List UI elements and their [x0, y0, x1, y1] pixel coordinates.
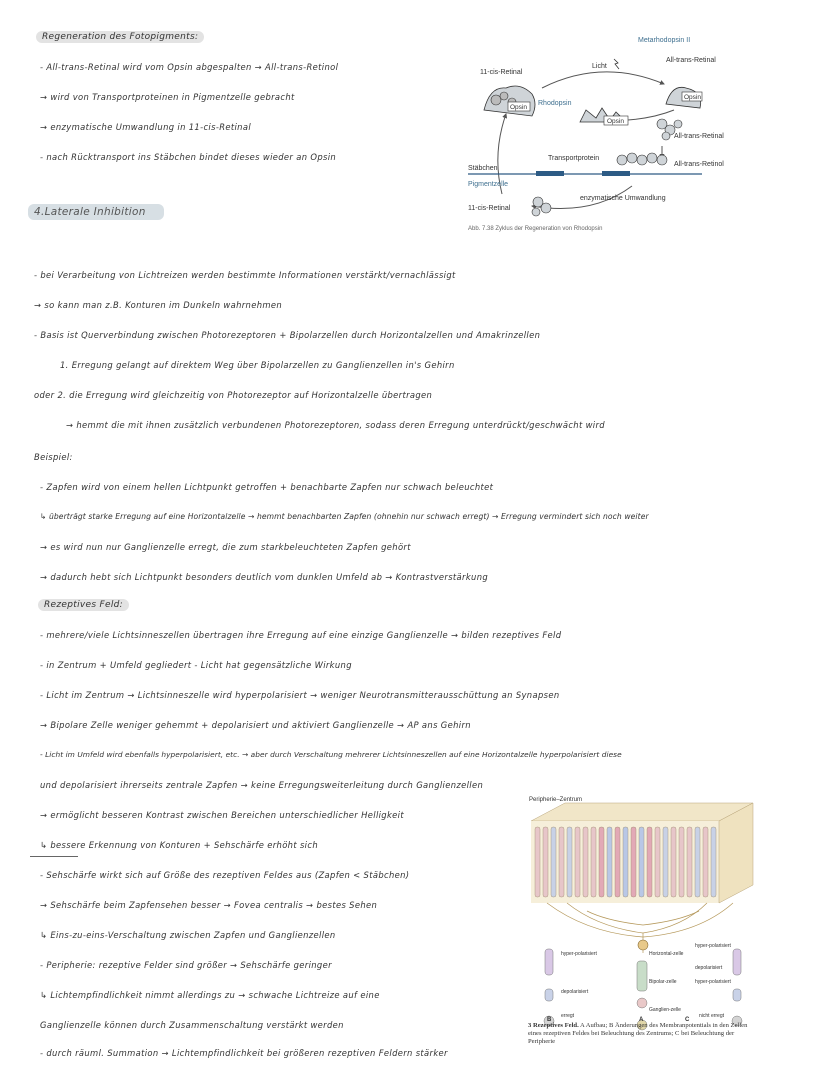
fig2-label-hyper-left: hyper-polarisiert	[561, 951, 597, 957]
fig1-label-opsin2: Opsin	[607, 118, 624, 125]
receptive-line: - Sehschärfe wirkt sich auf Größe des rezeptiven Feldes aus (Zapfen < Stäbchen)	[40, 870, 410, 880]
fig2-panel-a: A	[639, 1017, 644, 1023]
fig2-label-ganglienzelle: Ganglien-zelle	[649, 1007, 681, 1013]
inhibition-line: Beispiel:	[34, 452, 73, 462]
receptive-line: - in Zentrum + Umfeld gegliedert - Licht hat gegensätzliche Wirkung	[40, 660, 352, 670]
regeneration-heading	[36, 32, 204, 42]
light-icon	[614, 59, 619, 69]
regeneration-line: - All-trans-Retinal wird vom Opsin abgespalten → All-trans-Retinol	[40, 62, 339, 72]
photoreceptor-cell	[551, 827, 556, 897]
inhibition-line: → es wird nun nur Ganglienzelle erregt, die zum starkbeleuchteten Zapfen gehört	[40, 542, 411, 552]
fig2-panel-c: C	[685, 1017, 690, 1023]
fig2-label-horizontalzelle: Horizontal-zelle	[649, 951, 684, 957]
fig2-label-hyper-right: hyper-polarisiert	[695, 943, 731, 949]
photoreceptor-cell	[711, 827, 716, 897]
photoreceptor-cell	[575, 827, 580, 897]
photoreceptor-cell	[639, 827, 644, 897]
fig1-label-opsin3: Opsin	[684, 94, 701, 101]
fig1-caption-fragment: Abb. 7.38 Zyklus der Regeneration von Rhodopsin	[468, 226, 603, 232]
fig1-label-staebchen: Stäbchen	[468, 165, 498, 172]
inhibition-line: → hemmt die mit ihnen zusätzlich verbundenen Photorezeptoren, sodass deren Erregung unterdrückt/geschwächt wird	[66, 420, 605, 430]
fig1-label-cis-bottom: 11-cis-Retinal	[468, 205, 511, 212]
fig2-label-hyper-right2: hyper-polarisiert	[695, 979, 731, 985]
receptive-heading	[38, 600, 129, 610]
photoreceptor-cell	[663, 827, 668, 897]
photoreceptor-cell	[631, 827, 636, 897]
photoreceptor-cell	[703, 827, 708, 897]
fig1-label-alltrans-retinol: All-trans-Retinol	[674, 161, 724, 168]
photoreceptor-cell	[567, 827, 572, 897]
photoreceptor-cell	[559, 827, 564, 897]
receptive-line: - Licht im Umfeld wird ebenfalls hyperpolarisiert, etc. → aber durch Verschaltung mehrerer Lichtsinneszellen auf eine Horizontalzelle hyperpolarisiert diese	[40, 750, 622, 759]
fig1-label-enzymatische: enzymatische Umwandlung	[580, 195, 666, 202]
inhibition-line: - Zapfen wird von einem hellen Lichtpunkt getroffen + benachbarte Zapfen nur schwach beleuchtet	[40, 482, 494, 492]
photoreceptor-cell	[655, 827, 660, 897]
inhibition-line: 1. Erregung gelangt auf direktem Weg über Bipolarzellen zu Ganglienzellen in's Gehirn	[60, 360, 455, 370]
photoreceptor-cell	[615, 827, 620, 897]
fig2-label-nicht-erregt: nicht erregt	[699, 1013, 725, 1019]
fig1-label-opsin1: Opsin	[510, 104, 527, 111]
inhibition-line: ↳ überträgt starke Erregung auf eine Horizontalzelle → hemmt benachbarten Zapfen (ohnehin nur schwach erregt) → Erregung vermindert sich noch weiter	[40, 512, 649, 521]
photoreceptor-cell	[687, 827, 692, 897]
inhibition-line: → so kann man z.B. Konturen im Dunkeln wahrnehmen	[34, 300, 283, 310]
figure2-caption-bold: 3 Rezeptives Feld.	[528, 1022, 579, 1029]
fig2-label-erregt: erregt	[561, 1013, 575, 1019]
fig1-label-pigmentzelle: Pigmentzelle	[468, 181, 509, 188]
transport-protein	[617, 153, 667, 165]
photoreceptor-cell	[599, 827, 604, 897]
inhibition-line: → dadurch hebt sich Lichtpunkt besonders deutlich vom dunklen Umfeld ab → Kontrastverstärkung	[40, 572, 489, 582]
inhibition-line: oder 2. die Erregung wird gleichzeitig von Photorezeptor auf Horizontalzelle übertragen	[34, 390, 433, 400]
inhibition-heading	[28, 206, 164, 218]
photoreceptor-cell	[679, 827, 684, 897]
photoreceptor-cell	[647, 827, 652, 897]
figure2-caption-text: A Aufbau; B Änderungen des Membranpotentials in den Zellen eines rezeptiven Feldes bei Beleuchtung des Zentrums; C bei Beleuchtung der Peripherie	[528, 1022, 748, 1046]
inhibition-line: - Basis ist Querverbindung zwischen Photorezeptoren + Bipolarzellen durch Horizontalzellen und Amakrinzellen	[34, 330, 541, 340]
receptive-line: - Licht im Zentrum → Lichtsinneszelle wird hyperpolarisiert → weniger Neurotransmitterausschüttung an Synapsen	[40, 690, 560, 700]
photoreceptor-cell	[591, 827, 596, 897]
fig2-label-peripherie: Peripherie–Zentrum	[529, 797, 583, 803]
fig2-panel-b: B	[547, 1017, 552, 1023]
inhibition-line: - bei Verarbeitung von Lichtreizen werden bestimmte Informationen verstärkt/vernachlässigt	[34, 270, 456, 280]
fig1-label-licht: Licht	[592, 63, 607, 70]
fig1-label-metarhodopsin: Metarhodopsin II	[638, 37, 691, 44]
divider	[30, 856, 78, 857]
receptive-line: und depolarisiert ihrerseits zentrale Zapfen → keine Erregungsweiterleitung durch Ganglienzellen	[40, 780, 484, 790]
receptive-line: → ermöglicht besseren Kontrast zwischen Bereichen unterschiedlicher Helligkeit	[40, 810, 404, 820]
receptive-line: - durch räuml. Summation → Lichtempfindlichkeit bei größeren rezeptiven Feldern stärker	[40, 1048, 448, 1058]
photoreceptor-cell	[583, 827, 588, 897]
receptive-line: ↳ bessere Erkennung von Konturen + Sehschärfe erhöht sich	[40, 840, 318, 850]
fig1-label-cis-top: 11-cis-Retinal	[480, 69, 523, 76]
inhibition-title: 4.Laterale Inhibition	[28, 204, 164, 220]
regeneration-title: Regeneration des Fotopigments:	[36, 31, 204, 43]
receptive-line: Ganglienzelle können durch Zusammenschaltung verstärkt werden	[40, 1020, 344, 1030]
regeneration-line: → wird von Transportproteinen in Pigmentzelle gebracht	[40, 92, 295, 102]
receptive-title: Rezeptives Feld:	[38, 599, 129, 611]
photoreceptor-cell	[671, 827, 676, 897]
receptive-line: ↳ Lichtempfindlichkeit nimmt allerdings zu → schwache Lichtreize auf eine	[40, 990, 380, 1000]
photoreceptor-cell	[695, 827, 700, 897]
receptive-line: - Peripherie: rezeptive Felder sind größer → Sehschärfe geringer	[40, 960, 332, 970]
photoreceptor-cell	[607, 827, 612, 897]
photoreceptor-cell	[535, 827, 540, 897]
ganglion-cell-main	[638, 940, 648, 950]
figure2-caption	[528, 1022, 760, 1047]
receptive-line: → Sehschärfe beim Zapfensehen besser → Fovea centralis → bestes Sehen	[40, 900, 378, 910]
fig1-label-transportprotein: Transportprotein	[548, 155, 600, 162]
regeneration-line: → enzymatische Umwandlung in 11-cis-Retinal	[40, 122, 251, 132]
photoreceptor-cell	[543, 827, 548, 897]
photoreceptor-cell	[623, 827, 628, 897]
receptive-line: → Bipolare Zelle weniger gehemmt + depolarisiert und aktiviert Ganglienzelle → AP ans Gehirn	[40, 720, 471, 730]
receptive-line: ↳ Eins-zu-eins-Verschaltung zwischen Zapfen und Ganglienzellen	[40, 930, 336, 940]
fig2-label-depol-left: depolarisiert	[561, 989, 589, 995]
photoreceptor-cells	[535, 827, 716, 897]
retina-block-top	[531, 803, 753, 821]
fig1-label-alltrans-mid: All-trans-Retinal	[674, 133, 724, 140]
rhodopsin-cycle-figure	[462, 26, 724, 232]
fig1-label-rhodopsin: Rhodopsin	[538, 100, 572, 107]
regeneration-line: - nach Rücktransport ins Stäbchen bindet dieses wieder an Opsin	[40, 152, 337, 162]
receptive-line: - mehrere/viele Lichtsinneszellen übertragen ihre Erregung auf eine einzige Ganglienzelle → bilden rezeptives Feld	[40, 630, 562, 640]
fig2-label-depol-right: depolarisiert	[695, 965, 723, 971]
fig2-label-bipolarzelle: Bipolar-zelle	[649, 979, 677, 985]
fig1-label-alltrans-top: All-trans-Retinal	[666, 57, 716, 64]
